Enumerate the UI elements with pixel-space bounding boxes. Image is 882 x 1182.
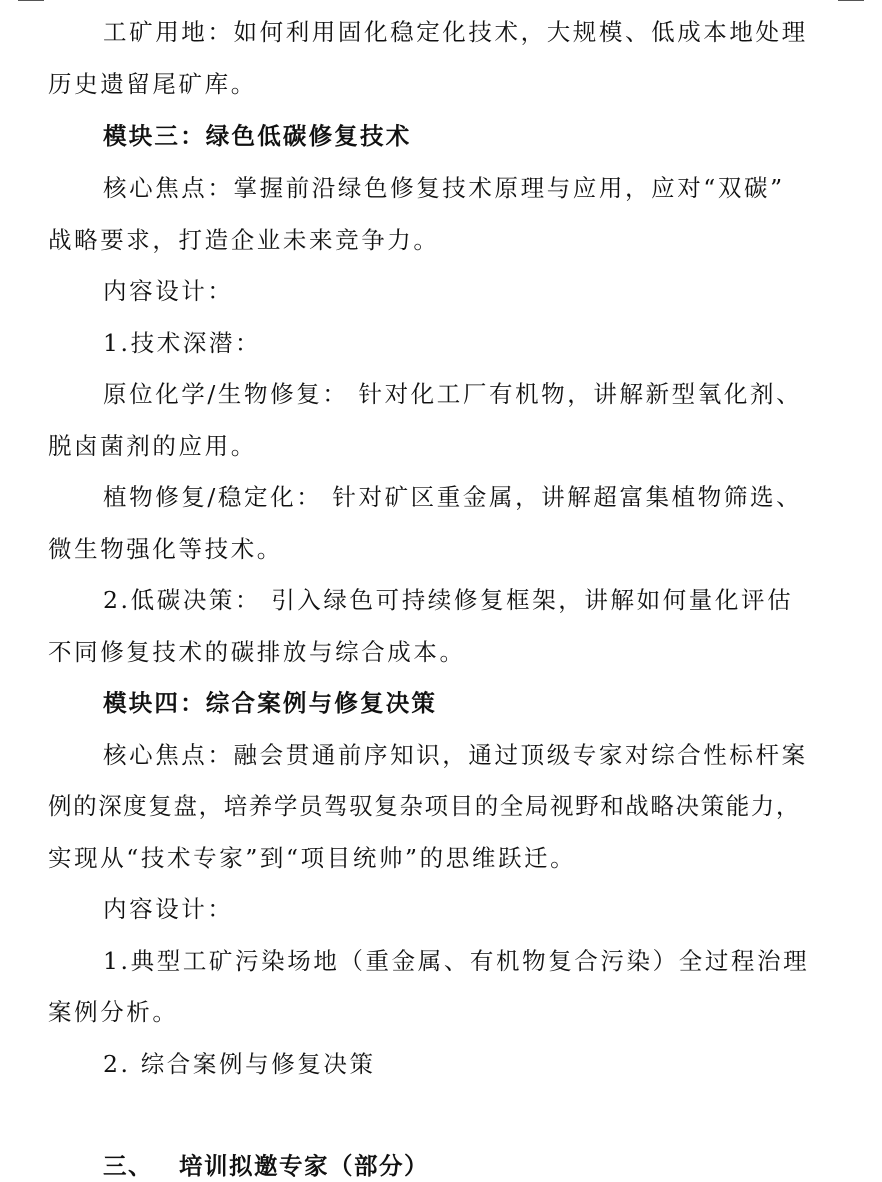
module-3-focus-line-1: 核心焦点：掌握前沿绿色修复技术原理与应用，应对“双碳”	[103, 174, 785, 202]
case-decision-item: 2. 综合案例与修复决策	[103, 1050, 376, 1078]
in-situ-remediation-line-1: 原位化学/生物修复： 针对化工厂有机物，讲解新型氧化剂、	[103, 380, 803, 408]
low-carbon-decision-line-2: 不同修复技术的碳排放与综合成本。	[48, 638, 466, 666]
module-4-focus-line-3: 实现从“技术专家”到“项目统帅”的思维跃迁。	[48, 844, 577, 872]
mining-land-line-2: 历史遗留尾矿库。	[48, 70, 257, 98]
module-4-heading: 模块四：综合案例与修复决策	[103, 689, 438, 717]
module-3-heading: 模块三：绿色低碳修复技术	[103, 122, 412, 150]
case-study-item-line-1: 1.典型工矿污染场地（重金属、有机物复合污染）全过程治理	[103, 947, 810, 975]
module-4-focus-line-1: 核心焦点：融会贯通前序知识，通过顶级专家对综合性标杆案	[103, 741, 808, 769]
tech-deep-dive-item: 1.技术深潜：	[103, 329, 262, 357]
mining-land-line-1: 工矿用地：如何利用固化稳定化技术，大规模、低成本地处理	[103, 18, 808, 46]
module-3-content-label: 内容设计：	[103, 277, 234, 305]
section-heading-experts	[103, 1150, 429, 1182]
low-carbon-decision-line-1: 2.低碳决策： 引入绿色可持续修复框架，讲解如何量化评估	[103, 586, 794, 614]
phytoremediation-line-1: 植物修复/稳定化： 针对矿区重金属，讲解超富集植物筛选、	[103, 483, 803, 511]
module-4-content-label: 内容设计：	[103, 895, 234, 923]
case-study-item-line-2: 案例分析。	[48, 998, 179, 1026]
phytoremediation-line-2: 微生物强化等技术。	[48, 535, 283, 563]
module-4-focus-line-2: 例的深度复盘，培养学员驾驭复杂项目的全局视野和战略决策能力，	[48, 792, 801, 820]
section-title: 培训拟邀专家（部分）	[179, 1152, 429, 1180]
in-situ-remediation-line-2: 脱卤菌剂的应用。	[48, 432, 257, 460]
section-number: 三、	[103, 1152, 153, 1180]
page-edge-line-left	[18, 0, 44, 1]
page-edge-line-right	[838, 0, 864, 1]
module-3-focus-line-2: 战略要求，打造企业未来竞争力。	[48, 226, 440, 254]
